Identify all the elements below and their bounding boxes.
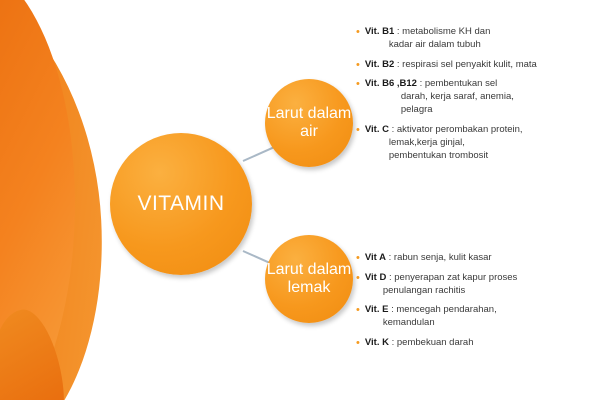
bullet-icon: • xyxy=(356,123,360,136)
vitamin-name: Vit. E xyxy=(364,304,389,316)
node-water-soluble-label: Larut dalam air xyxy=(266,104,352,140)
node-vitamin-center-label: VITAMIN xyxy=(137,191,225,215)
fat-soluble-list xyxy=(356,252,598,357)
list-item xyxy=(356,124,598,162)
vitamin-desc-line: pembentukan sel xyxy=(424,78,498,90)
separator: : xyxy=(396,26,400,37)
vitamin-desc-line: metabolisme KH dan xyxy=(402,26,491,37)
bullet-icon: • xyxy=(356,26,360,38)
list-item xyxy=(356,78,598,116)
bullet-icon: • xyxy=(356,58,360,71)
list-item xyxy=(356,304,598,330)
list-item-text xyxy=(365,59,598,72)
vitamin-desc-line: lemak,kerja ginjal, xyxy=(388,136,465,148)
connector-line-water xyxy=(243,146,275,162)
separator: : xyxy=(391,123,395,135)
vitamin-name: Vit D xyxy=(364,271,387,283)
vitamin-name: Vit. B1 xyxy=(364,26,395,37)
bullet-icon: • xyxy=(356,78,360,91)
vitamin-name: Vit. C xyxy=(364,123,389,135)
vitamin-desc-line: pembentukan trombosit xyxy=(388,149,489,161)
vitamin-desc-line: rabun senja, kulit kasar xyxy=(393,252,492,263)
vitamin-desc-line: respirasi sel penyakit kulit, mata xyxy=(402,58,537,70)
vitamin-name: Vit A xyxy=(364,252,386,263)
separator: : xyxy=(388,271,392,283)
list-item-text xyxy=(365,304,598,330)
bullet-icon: • xyxy=(356,304,360,317)
vitamin-name: Vit. B6 ,B12 xyxy=(364,78,417,90)
list-item-text xyxy=(365,252,598,265)
node-water-soluble xyxy=(265,79,353,167)
vitamin-desc-line: mencegah pendarahan, xyxy=(396,304,497,316)
separator: : xyxy=(419,78,423,90)
node-vitamin-center xyxy=(110,133,252,275)
node-fat-soluble-label: Larut dalam lemak xyxy=(266,260,352,296)
vitamin-desc-line: pembekuan darah xyxy=(396,337,474,349)
vitamin-desc-line: darah, kerja saraf, anemia, xyxy=(400,91,514,103)
separator: : xyxy=(391,304,394,316)
vitamin-desc-line: kadar air dalam tubuh xyxy=(388,38,481,50)
list-item xyxy=(356,59,598,72)
vitamin-desc-line: penulangan rachitis xyxy=(382,284,466,296)
list-item xyxy=(356,272,598,298)
vitamin-desc-line: aktivator perombakan protein, xyxy=(396,123,523,135)
list-item xyxy=(356,337,598,350)
water-soluble-list xyxy=(356,26,598,169)
list-item-text xyxy=(365,337,598,350)
vitamin-name: Vit. K xyxy=(364,337,389,349)
list-item-text xyxy=(365,124,598,162)
node-fat-soluble xyxy=(265,235,353,323)
list-item-text xyxy=(365,78,598,116)
list-item-text xyxy=(365,26,598,52)
vitamin-desc-line: penyerapan zat kapur proses xyxy=(394,271,518,283)
vitamin-name: Vit. B2 xyxy=(364,58,395,70)
separator: : xyxy=(391,337,395,349)
separator: : xyxy=(396,58,400,70)
vitamin-desc-line: kemandulan xyxy=(382,317,435,329)
bullet-icon: • xyxy=(356,337,360,350)
list-item xyxy=(356,26,598,52)
bullet-icon: • xyxy=(356,252,360,264)
bullet-icon: • xyxy=(356,271,360,284)
list-item-text xyxy=(365,272,598,298)
list-item xyxy=(356,252,598,265)
vitamin-desc-line: pelagra xyxy=(400,104,433,116)
separator: : xyxy=(388,252,392,263)
